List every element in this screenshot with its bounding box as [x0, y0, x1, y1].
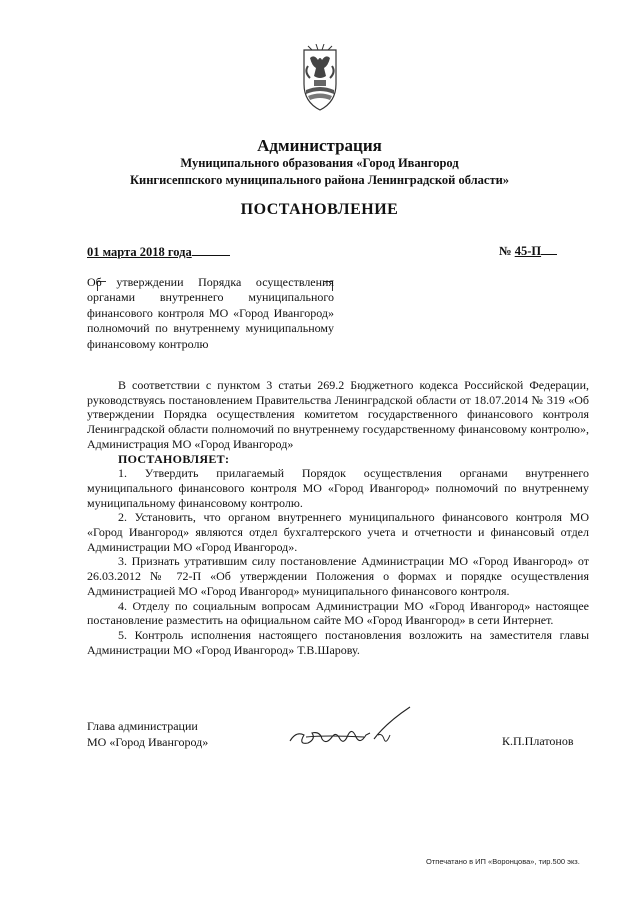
printer-note: Отпечатано в ИП «Воронцова», тир.500 экз.	[426, 857, 580, 866]
item-4: 4. Отделу по социальным вопросам Администрации МО «Город Ивангород» настоящее постановление разместить на официальном сайте МО «Город Ивангород» в сети Интернет.	[87, 598, 589, 628]
coat-of-arms-icon	[296, 44, 344, 112]
item-2: 2. Установить, что органом внутреннего муниципального финансового контроля МО «Город Ивангород» являются отдел бухгалтерского учета и отчетности и финансовый отдел Администрации МО «Город Ивангород».	[87, 510, 589, 554]
issuer-line-2: Кингисеппского муниципального района Ленинградской области»	[129, 173, 510, 187]
resolve-heading: ПОСТАНОВЛЯЕТ:	[118, 451, 230, 466]
item-1: 1. Утвердить прилагаемый Порядок осуществления органами внутреннего муниципального финансового контроля МО «Город Ивангород» полномочий по внутреннему муниципальному финансовому контролю.	[87, 466, 589, 510]
number-underline	[541, 245, 557, 255]
preamble: В соответствии с пунктом 3 статьи 269.2 Бюджетного кодекса Российской Федерации, руководствуясь постановлением Правительства Ленинградской области от 18.07.2014 № 319 «Об утверждении Порядка осуществления комитетом государственного финансового контроля Ленинградской области полномочий по внутреннему государственному финансовому контролю», Администрация МО «Город Ивангород»	[87, 378, 589, 451]
handwritten-signature	[286, 705, 418, 755]
signer-position-line-2: МО «Город Ивангород»	[87, 735, 209, 749]
signer-name: К.П.Платонов	[502, 734, 574, 748]
date-underline	[192, 246, 230, 256]
item-5: 5. Контроль исполнения настоящего постановления возложить на заместителя главы Администрации МО «Город Ивангород» Т.В.Шарову.	[87, 627, 589, 657]
document-body	[87, 378, 589, 657]
date-value: 01 марта 2018 года	[87, 245, 192, 259]
document-date	[87, 245, 230, 260]
issuer-line-1: Муниципального образования «Город Ивангород	[180, 156, 459, 170]
issuer-title: Администрация	[257, 136, 382, 155]
document-type: ПОСТАНОВЛЕНИЕ	[240, 201, 399, 218]
number-sign: №	[499, 244, 512, 258]
item-3: 3. Признать утратившим силу постановление Администрации МО «Город Ивангород» от 26.03.2012 № 72-П «Об утверждении Положения о формах и порядке осуществления Администрацией МО «Город Ивангород» муниципального финансового контроля.	[87, 554, 589, 598]
signer-position	[87, 718, 208, 750]
document-subject: Об утверждении Порядка осуществления органами внутреннего муниципального финансового контроля МО «Город Ивангород» полномочий по внутреннему муниципальному финансовому контролю	[87, 275, 334, 351]
signer-position-line-1: Глава администрации	[87, 719, 198, 733]
document-number	[499, 244, 557, 259]
number-value: 45-П	[514, 244, 542, 258]
